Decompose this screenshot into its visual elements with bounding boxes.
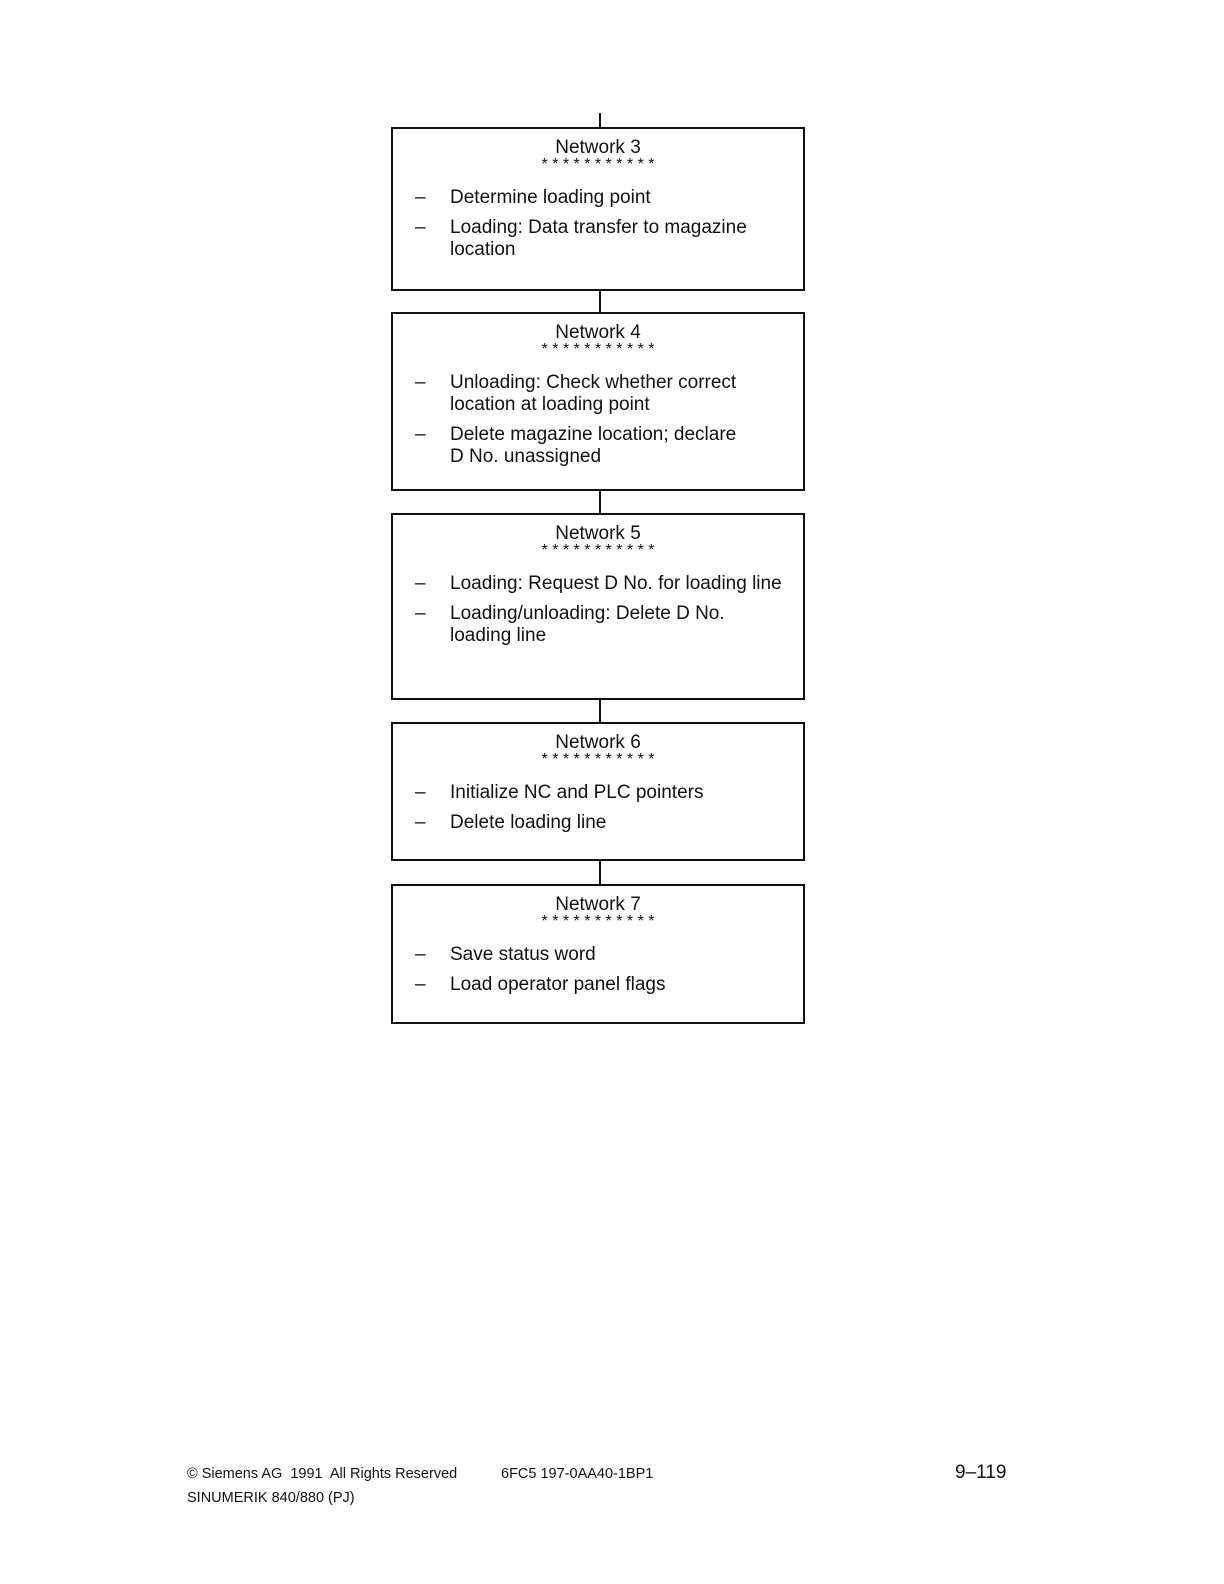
list-item bbox=[415, 944, 795, 966]
network-stars: * * * * * * * * * * * bbox=[541, 542, 655, 559]
connector-6-7 bbox=[599, 860, 601, 885]
list-item bbox=[415, 573, 795, 595]
network-3-box bbox=[391, 127, 805, 291]
list-item bbox=[415, 603, 750, 647]
item-text: Unloading: Check whether correct location at loading point bbox=[450, 372, 737, 415]
footer-product: SINUMERIK 840/880 (PJ) bbox=[187, 1490, 355, 1506]
item-text: Delete loading line bbox=[450, 812, 607, 833]
item-text: Save status word bbox=[450, 944, 596, 965]
network-title: Network 7 bbox=[555, 894, 641, 915]
bullet-dash: – bbox=[415, 372, 426, 393]
network-items bbox=[415, 187, 795, 269]
bullet-dash: – bbox=[415, 944, 426, 965]
network-4-box bbox=[391, 312, 805, 491]
item-text: Load operator panel flags bbox=[450, 974, 666, 995]
item-text: Initialize NC and PLC pointers bbox=[450, 782, 704, 803]
list-item bbox=[415, 974, 795, 996]
list-item bbox=[415, 187, 795, 209]
connector-5-6 bbox=[599, 699, 601, 723]
bullet-dash: – bbox=[415, 217, 426, 238]
bullet-dash: – bbox=[415, 573, 426, 594]
network-title: Network 5 bbox=[555, 523, 641, 544]
item-text: Delete magazine location; declare D No. unassigned bbox=[450, 424, 737, 467]
bullet-dash: – bbox=[415, 782, 426, 803]
item-text: Determine loading point bbox=[450, 187, 651, 208]
network-items bbox=[415, 573, 795, 655]
network-7-box bbox=[391, 884, 805, 1024]
network-title: Network 4 bbox=[555, 322, 641, 343]
footer-order-number: 6FC5 197-0AA40-1BP1 bbox=[501, 1466, 654, 1482]
network-stars: * * * * * * * * * * * bbox=[541, 751, 655, 768]
list-item bbox=[415, 812, 795, 834]
connector-4-5 bbox=[599, 490, 601, 514]
network-5-box bbox=[391, 513, 805, 700]
network-stars: * * * * * * * * * * * bbox=[541, 341, 655, 358]
bullet-dash: – bbox=[415, 187, 426, 208]
list-item bbox=[415, 782, 795, 804]
network-items bbox=[415, 944, 795, 1004]
list-item bbox=[415, 424, 750, 468]
network-items bbox=[415, 782, 795, 842]
list-item bbox=[415, 372, 750, 416]
item-text: Loading: Data transfer to magazine location bbox=[450, 217, 747, 260]
network-stars: * * * * * * * * * * * bbox=[541, 156, 655, 173]
connector-top bbox=[599, 113, 601, 128]
network-title: Network 6 bbox=[555, 732, 641, 753]
network-title: Network 3 bbox=[555, 137, 641, 158]
bullet-dash: – bbox=[415, 974, 426, 995]
network-stars: * * * * * * * * * * * bbox=[541, 913, 655, 930]
bullet-dash: – bbox=[415, 812, 426, 833]
connector-3-4 bbox=[599, 290, 601, 313]
list-item bbox=[415, 217, 760, 261]
bullet-dash: – bbox=[415, 603, 426, 624]
item-text: Loading: Request D No. for loading line bbox=[450, 573, 782, 594]
network-items bbox=[415, 372, 795, 476]
network-6-box bbox=[391, 722, 805, 861]
item-text: Loading/unloading: Delete D No. loading line bbox=[450, 603, 725, 646]
bullet-dash: – bbox=[415, 424, 426, 445]
page-number: 9–119 bbox=[955, 1462, 1007, 1483]
footer-copyright: © Siemens AG 1991 All Rights Reserved bbox=[187, 1466, 458, 1482]
